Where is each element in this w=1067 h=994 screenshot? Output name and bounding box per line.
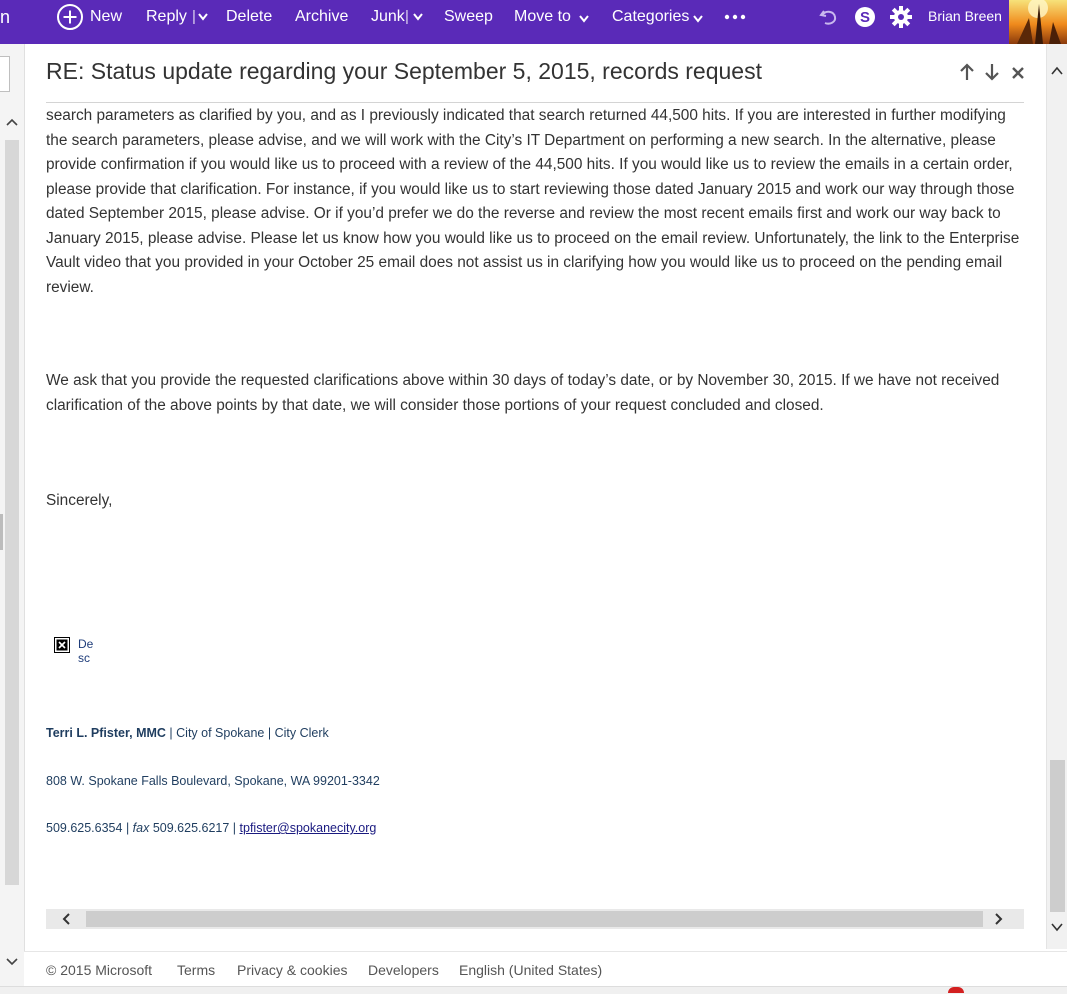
sweep-button[interactable]: Sweep <box>444 8 493 25</box>
body-paragraph-2: We ask that you provide the requested clarifications above within 30 days of today’s date, or by November 30, 2015. If we have not received clarification of the above points by that date, we will consider those portions of your request concluded and closed. <box>46 372 1000 414</box>
signature-email-link[interactable]: tpfister@spokanecity.org <box>239 821 377 835</box>
closing-line: Sincerely, <box>46 492 113 509</box>
avatar[interactable] <box>1009 0 1067 44</box>
signature-separator: | <box>229 821 240 835</box>
signature-fax: 509.625.6217 <box>152 821 230 835</box>
gear-icon[interactable] <box>889 5 913 29</box>
left-pane-tick <box>0 514 3 550</box>
new-button[interactable]: New <box>90 8 123 25</box>
signature-separator: | <box>264 726 275 740</box>
footer-language-link[interactable]: English (United States) <box>459 962 603 978</box>
left-scroll-down-icon[interactable] <box>4 954 20 970</box>
more-options-icon[interactable] <box>724 8 746 26</box>
previous-message-arrow-up-icon[interactable] <box>958 62 976 82</box>
vertical-scrollbar-thumb[interactable] <box>1050 760 1065 912</box>
notification-badge <box>948 987 964 993</box>
command-bar <box>0 0 1067 44</box>
signature-org: City of Spokane <box>176 726 265 740</box>
scroll-right-icon[interactable] <box>991 912 1005 926</box>
broken-image-icon <box>54 637 70 653</box>
footer-copyright: © 2015 Microsoft <box>46 962 153 978</box>
delete-button[interactable]: Delete <box>226 8 273 25</box>
signature-name: Terri L. Pfister, MMC <box>46 726 166 740</box>
reply-button[interactable]: Reply <box>146 8 187 25</box>
header-divider <box>46 102 1024 103</box>
horizontal-scrollbar-thumb[interactable] <box>86 911 983 927</box>
footer-privacy-link[interactable]: Privacy & cookies <box>237 962 348 978</box>
message-list-pane <box>0 44 25 993</box>
reply-chevron-down-icon[interactable] <box>198 11 208 23</box>
move-to-button[interactable]: Move to <box>514 8 571 25</box>
new-plus-icon[interactable] <box>56 3 84 31</box>
footer <box>24 951 1067 986</box>
body-paragraph-1: search parameters as clarified by you, and as I previously indicated that search returned 44,500 hits. If you are interested in further modifying the search parameters, please advise, and we will work with the City’s IT Department on performing a new search. In the alternative, please provide confirmation if you would like us to proceed with a review of the 44,500 hits. If you would like us to review the emails in a certain order, please provide that clarification. For instance, if you would like us to start reviewing those dated January 2015 and work our way through those dated September 2015, please advise. Or if you’d prefer we do the reverse and review the most recent emails first and work our way back to January 2015, please advise. Please let us know how you would like us to proceed on the email review. Unfortunately, the link to the Enterprise Vault video that you provided in your October 25 email does not assist us in clarifying how you would like us to proceed on the pending email review. <box>46 107 1020 296</box>
scroll-down-icon[interactable] <box>1050 920 1064 934</box>
signature-separator: | <box>122 821 133 835</box>
categories-button[interactable]: Categories <box>612 8 690 25</box>
scroll-up-icon[interactable] <box>1050 64 1064 78</box>
fax-label: fax <box>132 821 150 835</box>
vertical-scrollbar[interactable] <box>1046 44 1067 949</box>
signature-phone: 509.625.6354 <box>46 821 123 835</box>
junk-separator: | <box>405 8 409 25</box>
reply-separator: | <box>192 8 196 25</box>
left-scroll-up-icon[interactable] <box>4 114 20 130</box>
image-alt-text: Desc <box>78 637 94 665</box>
left-scrollbar-thumb[interactable] <box>5 140 19 885</box>
left-pane-fragment: n <box>0 7 11 27</box>
close-icon[interactable] <box>1010 65 1026 81</box>
signature-separator: | <box>165 726 177 740</box>
signature-address: 808 W. Spokane Falls Boulevard, Spokane, WA 99201-3342 <box>46 774 380 788</box>
junk-button[interactable]: Junk <box>371 8 405 25</box>
skype-icon[interactable] <box>853 5 877 29</box>
horizontal-scrollbar[interactable] <box>46 909 1024 929</box>
message-list-edge[interactable] <box>0 56 10 92</box>
footer-developers-link[interactable]: Developers <box>368 962 439 978</box>
categories-chevron-down-icon[interactable] <box>693 13 703 25</box>
message-subject: RE: Status update regarding your September 5, 2015, records request <box>46 58 762 84</box>
move-to-chevron-down-icon[interactable] <box>579 13 589 25</box>
archive-button[interactable]: Archive <box>295 8 349 25</box>
user-name[interactable]: Brian Breen <box>928 8 1002 24</box>
footer-terms-link[interactable]: Terms <box>177 962 216 978</box>
next-message-arrow-down-icon[interactable] <box>983 62 1001 82</box>
scroll-left-icon[interactable] <box>60 912 74 926</box>
junk-chevron-down-icon[interactable] <box>413 11 423 23</box>
signature-name-line <box>46 726 329 740</box>
svg-text:S: S <box>859 9 871 26</box>
signature-contact-line <box>46 821 376 835</box>
undo-icon[interactable] <box>818 6 840 28</box>
signature-title: City Clerk <box>274 726 329 740</box>
